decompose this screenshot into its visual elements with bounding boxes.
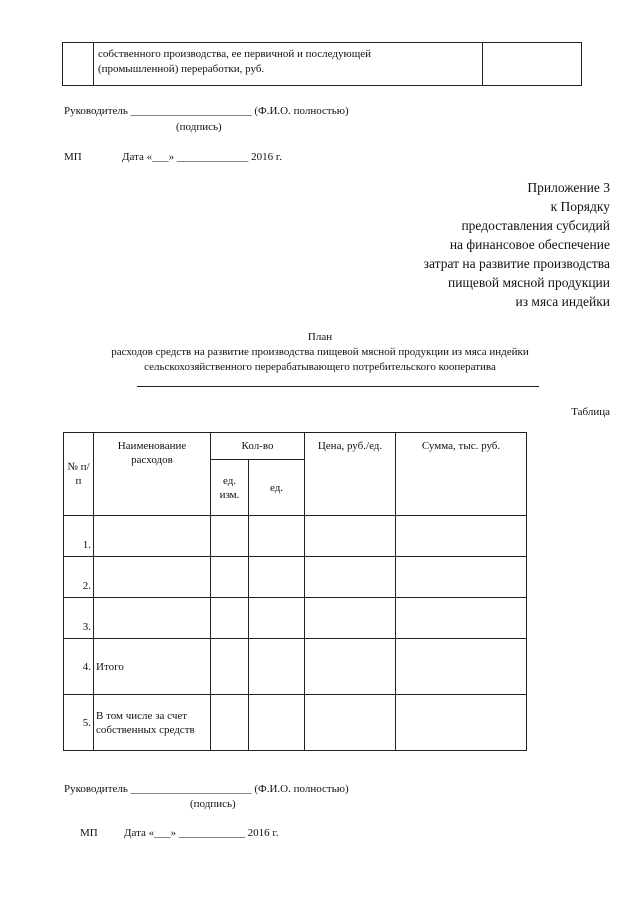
- appendix-line: на финансовое обеспечение: [449, 237, 610, 252]
- fragment-line-2: (промышленной) переработки, руб.: [98, 63, 265, 75]
- row-price: [305, 557, 396, 598]
- date-line-2: Дата «___» ____________ 2016 г.: [124, 827, 279, 839]
- table-row: [64, 557, 527, 598]
- fragment-cell-value: [483, 43, 582, 86]
- row-ed: [249, 598, 305, 639]
- row-sum: [396, 695, 527, 751]
- row-num: 3.: [64, 598, 94, 639]
- appendix-line: к Порядку: [550, 199, 610, 214]
- header-ed: ед.: [249, 460, 305, 516]
- header-qty: Кол-во: [211, 433, 305, 460]
- previous-table-fragment: [62, 42, 582, 86]
- appendix-line: пищевой мясной продукции: [448, 275, 610, 290]
- row-name: [94, 557, 211, 598]
- signature-head-2: Руководитель ______________________ (Ф.И.О. полностью): [64, 783, 349, 795]
- row-unit: [211, 598, 249, 639]
- mp-label-1: МП: [64, 151, 82, 163]
- row-num: 2.: [64, 557, 94, 598]
- row-price: [305, 695, 396, 751]
- row-unit: [211, 639, 249, 695]
- fragment-cell-num: [63, 43, 94, 86]
- row-sum: [396, 598, 527, 639]
- row-price: [305, 639, 396, 695]
- row-sum: [396, 639, 527, 695]
- plan-subtitle-1: расходов средств на развитие производства пищевой мясной продукции из мяса индейки: [111, 346, 529, 358]
- row-name: Итого: [94, 639, 211, 695]
- mp-label-2: МП: [80, 827, 98, 839]
- row-ed: [249, 557, 305, 598]
- row-unit: [211, 557, 249, 598]
- header-unit: ед. изм.: [211, 460, 249, 516]
- plan-title: План: [307, 331, 333, 343]
- row-sum: [396, 516, 527, 557]
- appendix-line: затрат на развитие производства: [423, 256, 610, 271]
- appendix-header: [310, 178, 610, 311]
- row-num: 5.: [64, 695, 94, 751]
- row-ed: [249, 639, 305, 695]
- header-num: № п/п: [64, 433, 94, 516]
- row-name: В том числе за счет собственных средств: [94, 695, 211, 751]
- table-row: [64, 598, 527, 639]
- signature-head-1: Руководитель ______________________ (Ф.И.О. полностью): [64, 105, 349, 117]
- appendix-line: предоставления субсидий: [461, 218, 610, 233]
- row-price: [305, 516, 396, 557]
- row-unit: [211, 516, 249, 557]
- fragment-cell-text: [94, 43, 483, 86]
- signature-label-1: (подпись): [176, 121, 222, 133]
- row-num: 1.: [64, 516, 94, 557]
- row-name: [94, 598, 211, 639]
- row-unit: [211, 695, 249, 751]
- table-row: [64, 516, 527, 557]
- header-sum: Сумма, тыс. руб.: [396, 433, 527, 516]
- row-ed: [249, 516, 305, 557]
- appendix-line: Приложение 3: [527, 180, 610, 195]
- header-price: Цена, руб./ед.: [305, 433, 396, 516]
- row-sum: [396, 557, 527, 598]
- header-name: Наименование расходов: [94, 433, 211, 516]
- signature-label-2: (подпись): [190, 798, 236, 810]
- row-ed: [249, 695, 305, 751]
- plan-table: [63, 432, 527, 751]
- plan-subtitle-2: сельскохозяйственного перерабатывающего потребительского кооператива: [144, 361, 496, 373]
- row-num: 4.: [64, 639, 94, 695]
- table-row: [64, 695, 527, 751]
- table-row: [64, 639, 527, 695]
- fragment-line-1: собственного производства, ее первичной и последующей: [98, 48, 371, 60]
- row-price: [305, 598, 396, 639]
- row-name: [94, 516, 211, 557]
- date-line-1: Дата «___» _____________ 2016 г.: [122, 151, 282, 163]
- cooperative-name-underline: [137, 386, 539, 387]
- appendix-line: из мяса индейки: [515, 294, 610, 309]
- table-label: Таблица: [571, 406, 610, 418]
